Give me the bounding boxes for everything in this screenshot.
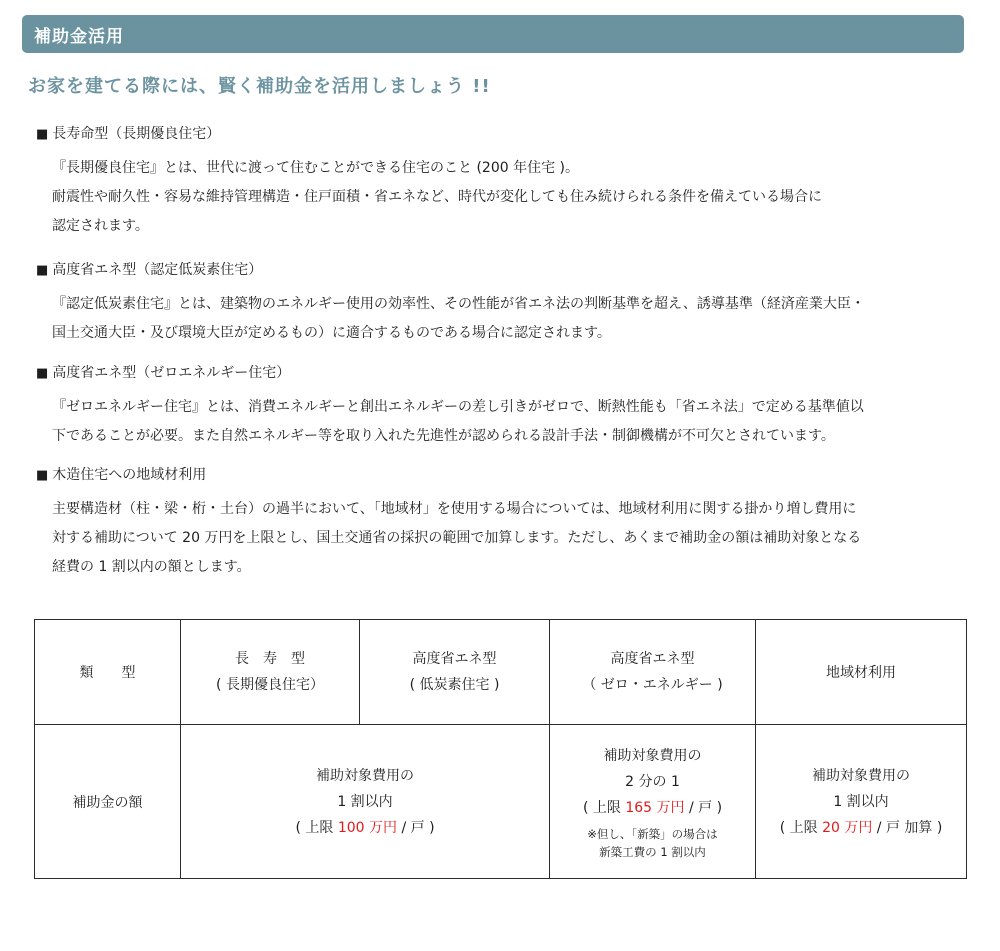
section-body xyxy=(52,495,976,582)
black-square-icon: ■ xyxy=(36,468,49,483)
body-line: 下であることが必要。また自然エネルギー等を取り入れた先進性が認められる設計手法・制御機構が不可欠とされています。 xyxy=(52,428,835,444)
header-long-life: 長 寿 型 ( 長期優良住宅） xyxy=(181,620,360,725)
table-row-amount xyxy=(35,725,967,879)
section-title: ■ 高度省エネ型（認定低炭素住宅） xyxy=(36,262,263,278)
section-header-title: 補助金活用 xyxy=(34,26,124,47)
section-body xyxy=(52,290,976,348)
header-local-timber: 地域材利用 xyxy=(756,620,967,725)
body-line: 経費の 1 割以内の額とします。 xyxy=(52,559,251,575)
section-long-life xyxy=(36,124,976,241)
black-square-icon: ■ xyxy=(36,127,49,142)
section-header-bar xyxy=(22,15,964,53)
section-low-carbon xyxy=(36,260,976,348)
amount-local-timber: 補助対象費用の 1 割以内 ( 上限 20 万円 / 戸 加算 ) xyxy=(756,725,967,879)
section-local-timber xyxy=(36,465,976,582)
cap-amount: ( 上限 100 万円 / 戸 ) xyxy=(295,819,435,836)
body-line: 国土交通大臣・及び環境大臣が定めるもの）に適合するものである場合に認定されます。 xyxy=(52,325,611,341)
section-title: ■ 木造住宅への地域材利用 xyxy=(36,467,207,483)
body-line: 『長期優良住宅』とは、世代に渡って住むことができる住宅のこと (200 年住宅 )。 xyxy=(52,160,579,176)
body-line: 耐震性や耐久性・容易な維持管理構造・住戸面積・省エネなど、時代が変化しても住み続けられる条件を備えている場合に xyxy=(52,189,822,205)
body-line: 対する補助について 20 万円を上限とし、国土交通省の採択の範囲で加算します。ただし、あくまで補助金の額は補助対象となる xyxy=(52,530,862,546)
section-title: ■ 長寿命型（長期優良住宅） xyxy=(36,126,221,142)
table-row-type xyxy=(35,620,967,725)
row-label-type: 類 型 xyxy=(35,620,181,725)
header-low-carbon: 高度省エネ型 ( 低炭素住宅 ) xyxy=(360,620,550,725)
body-line: 『認定低炭素住宅』とは、建築物のエネルギー使用の効率性、その性能が省エネ法の判断基準を超え、誘導基準（経済産業大臣・ xyxy=(52,296,865,312)
section-zero-energy xyxy=(36,363,976,451)
cap-amount: ( 上限 165 万円 / 戸 ) xyxy=(582,799,723,816)
footnote: ※但し、「新築」の場合は 新築工費の 1 割以内 xyxy=(587,826,718,859)
subsidy-table xyxy=(34,619,967,879)
black-square-icon: ■ xyxy=(36,263,49,278)
section-title: ■ 高度省エネ型（ゼロエネルギー住宅） xyxy=(36,365,291,381)
body-line: 『ゼロエネルギー住宅』とは、消費エネルギーと創出エネルギーの差し引きがゼロで、断熱性能も「省エネ法」で定める基準値以 xyxy=(52,399,864,415)
black-square-icon: ■ xyxy=(36,366,49,381)
row-label-amount: 補助金の額 xyxy=(35,725,181,879)
body-line: 主要構造材（柱・梁・桁・土台）の過半において、「地域材」を使用する場合については、地域材利用に関する掛かり増し費用に xyxy=(52,501,857,517)
section-body xyxy=(52,393,976,451)
section-body xyxy=(52,154,976,241)
body-line: 認定されます。 xyxy=(52,218,149,234)
amount-long-lowcarbon: 補助対象費用の 1 割以内 ( 上限 100 万円 / 戸 ) xyxy=(181,725,550,879)
tagline: お家を建てる際には、賢く補助金を活用しましょう !! xyxy=(28,76,491,97)
cap-amount: ( 上限 20 万円 / 戸 加算 ) xyxy=(779,819,943,836)
amount-zero-energy: 補助対象費用の 2 分の 1 ( 上限 165 万円 / 戸 ) ※但し、「新築」の場合は 新築工費の 1 割以内 xyxy=(550,725,756,879)
header-zero-energy: 高度省エネ型 （ ゼロ・エネルギー ) xyxy=(550,620,756,725)
